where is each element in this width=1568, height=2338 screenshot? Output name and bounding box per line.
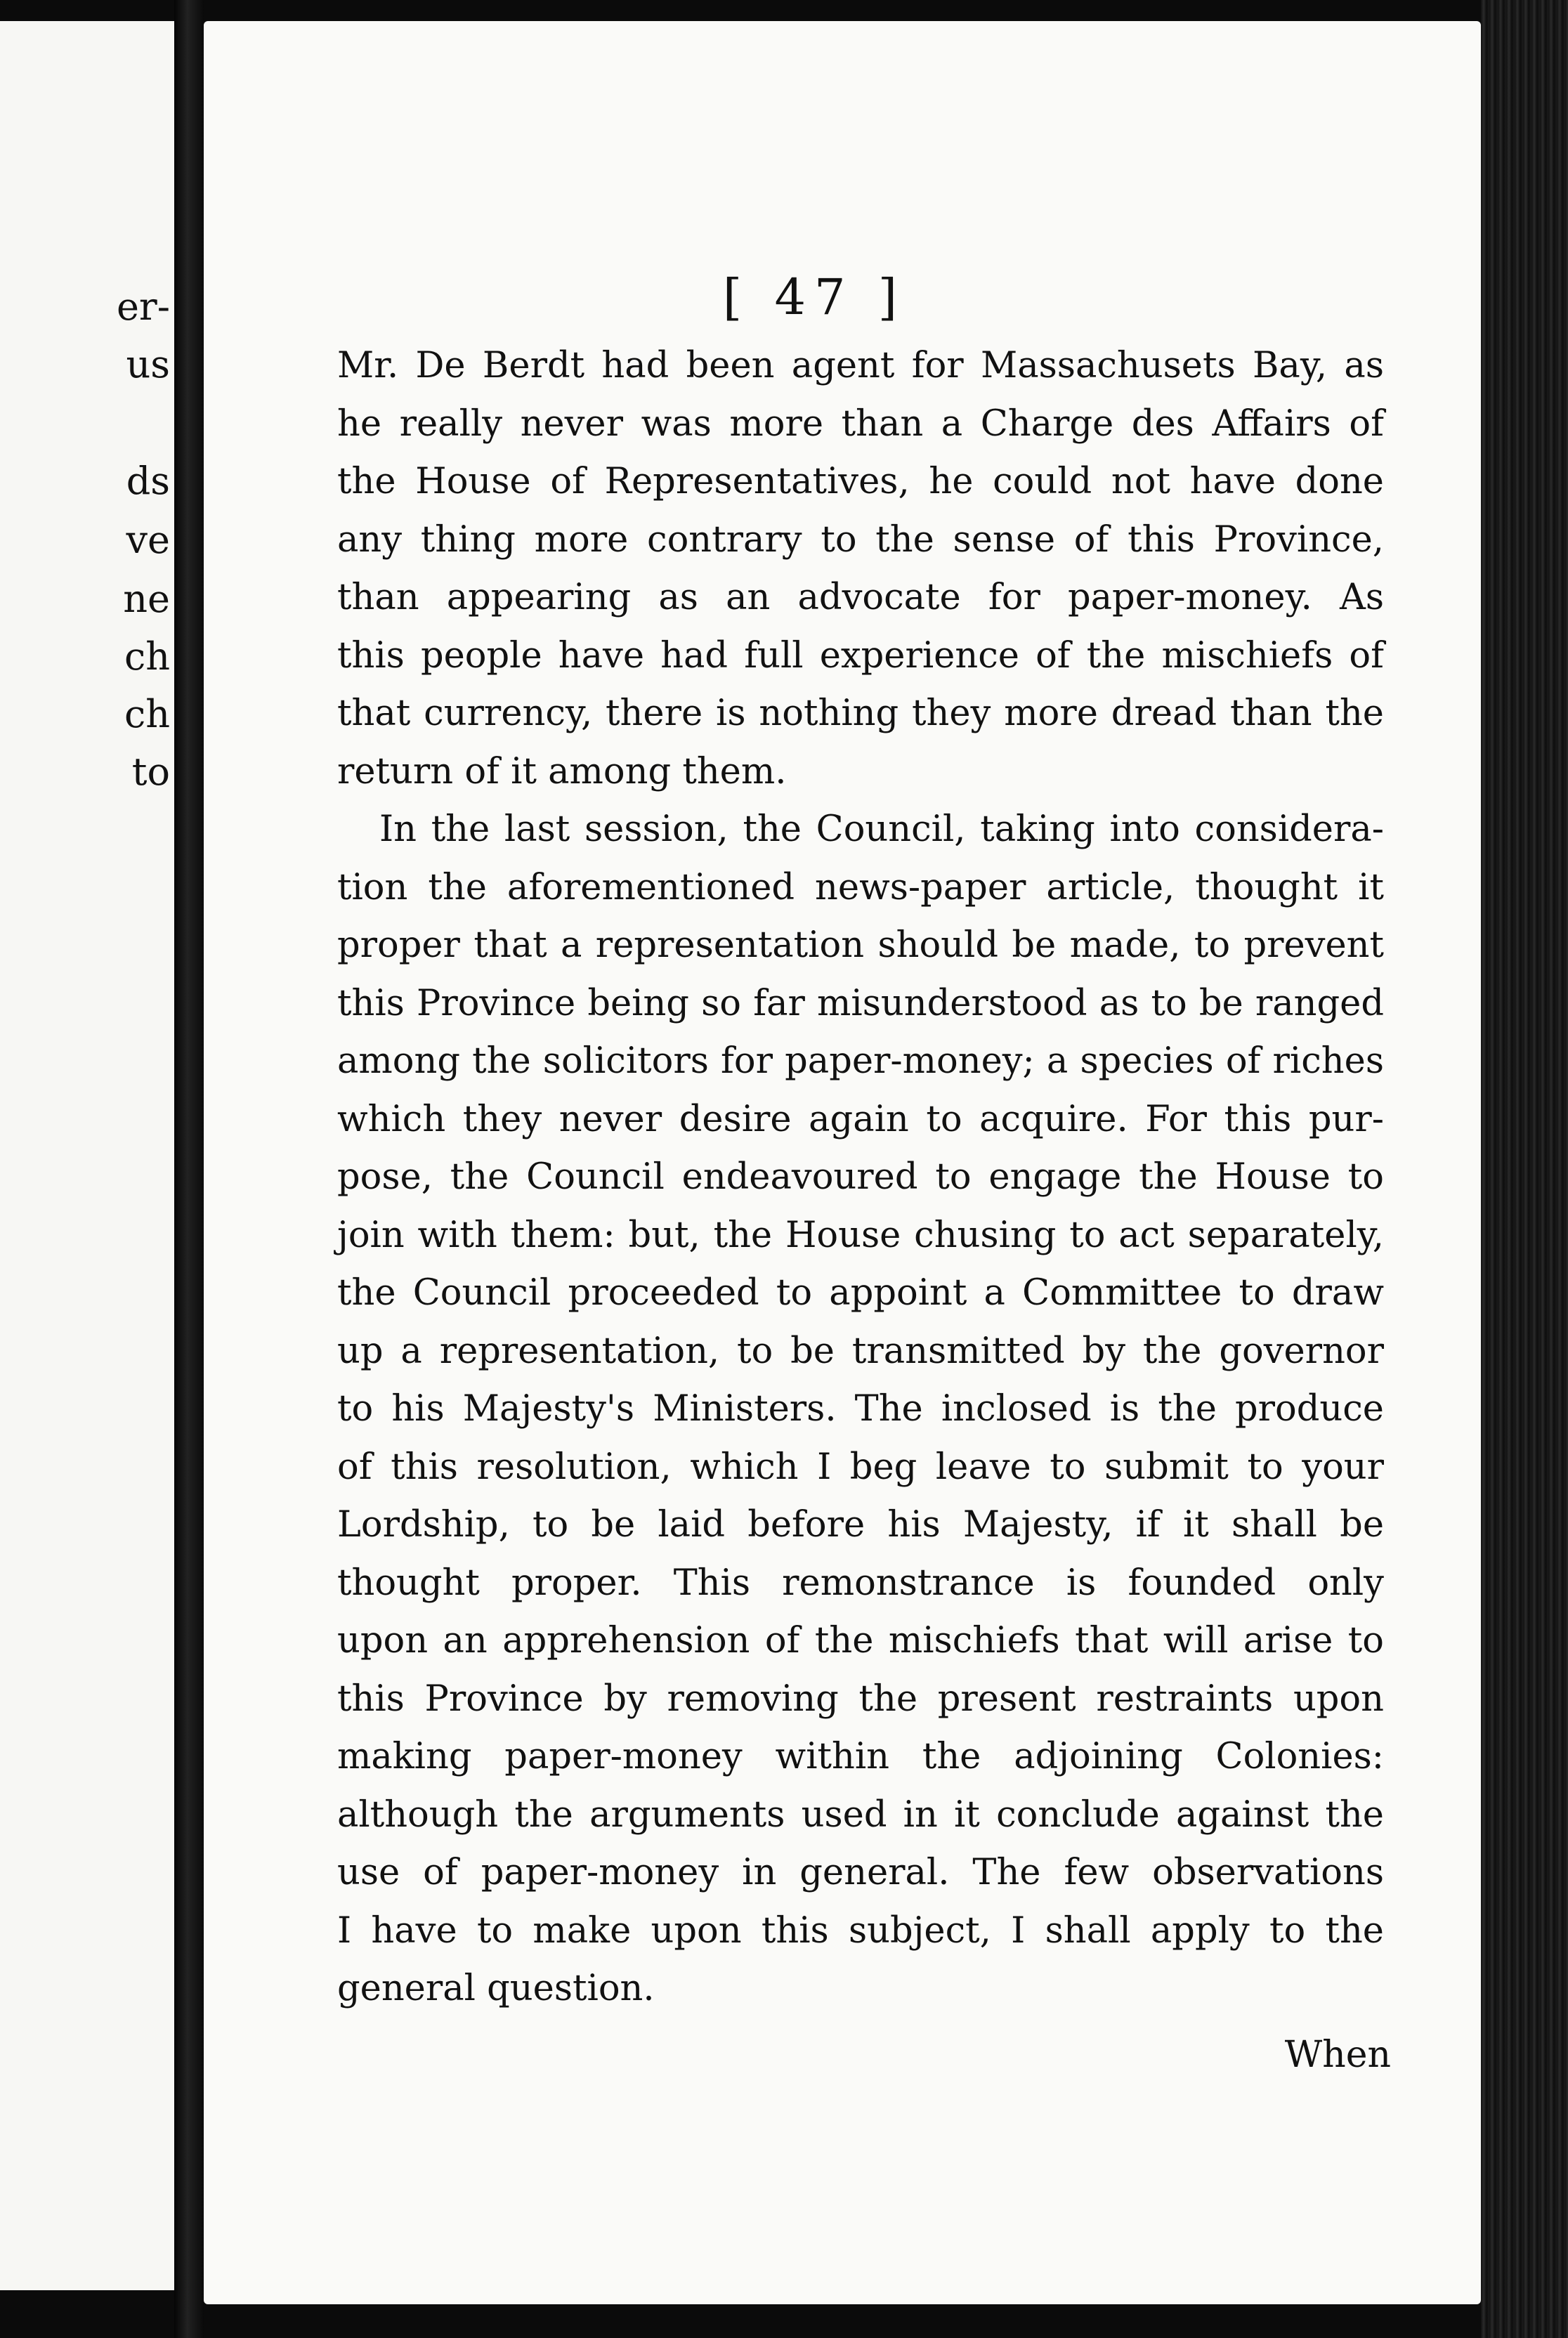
paragraph-2 [337,801,1384,2018]
text-line: which they never desire again to acquire. For this pur- [337,1098,1384,1140]
text-line: up a representation, to be transmitted by the governor [337,1330,1384,1372]
book-fore-edge [1481,0,1568,2338]
left-page-fragment: ds [126,459,170,503]
text-line: although the arguments used in it conclude against the [337,1794,1384,1836]
text-line: thought proper. This remonstrance is founded only [337,1562,1384,1604]
text-line: pose, the Council endeavoured to engage the House to [337,1156,1384,1198]
text-line: of this resolution, which I beg leave to submit to your [337,1446,1384,1488]
text-line: he really never was more than a Charge des Affairs of [337,403,1384,445]
book-page [204,21,1481,2304]
left-page-fragment: er- [116,285,170,329]
text-line: Mr. De Berdt had been agent for Massachusets Bay, as [337,345,1384,386]
text-line: I have to make upon this subject, I shall apply to the [337,1909,1384,1952]
text-line: than appearing as an advocate for paper-money. As [337,577,1384,618]
text-line: to his Majesty's Ministers. The inclosed is the produce [337,1388,1384,1430]
text-line: proper that a representation should be made, to prevent [337,925,1384,966]
text-line: tion the aforementioned news-paper article, thought it [337,866,1384,908]
book-gutter [174,0,204,2338]
text-line: join with them: but, the House chusing to act separately, [337,1214,1384,1256]
text-line: return of it among them. [337,750,787,792]
left-page-fragment: ne [123,577,170,621]
left-page-sliver [0,21,178,2290]
text-line: this Province by removing the present restraints upon [337,1678,1384,1720]
left-page-fragment: us [126,342,170,386]
catchword: When [1284,2034,1391,2076]
left-page-fragment: ch [124,634,170,679]
text-line: this people have had full experience of the mischiefs of [337,634,1384,677]
paragraph-1 [337,337,1384,801]
text-line: general question. [337,1968,655,2009]
text-line: making paper-money within the adjoining Colonies: [337,1736,1384,1777]
text-line: the House of Representatives, he could not have done [337,461,1384,502]
left-page-fragment: to [131,750,170,794]
page-body-text [337,337,1384,2018]
text-line: upon an apprehension of the mischiefs that will arise to [337,1620,1384,1661]
text-line: this Province being so far misunderstood as to be ranged [337,982,1384,1024]
page-number: [ 47 ] [722,268,906,326]
text-line: use of paper-money in general. The few observations [337,1852,1384,1893]
text-line: that currency, there is nothing they more dread than the [337,693,1384,734]
text-line: among the solicitors for paper-money; a species of riches [337,1040,1384,1082]
left-page-fragment: ve [126,518,170,562]
text-line: any thing more contrary to the sense of this Province, [337,518,1384,561]
left-page-fragment: ch [124,692,170,736]
text-line: Lordship, to be laid before his Majesty, if it shall be [337,1504,1384,1546]
text-line: In the last session, the Council, taking into considera- [379,809,1384,850]
text-line: the Council proceeded to appoint a Committee to draw [337,1272,1384,1314]
